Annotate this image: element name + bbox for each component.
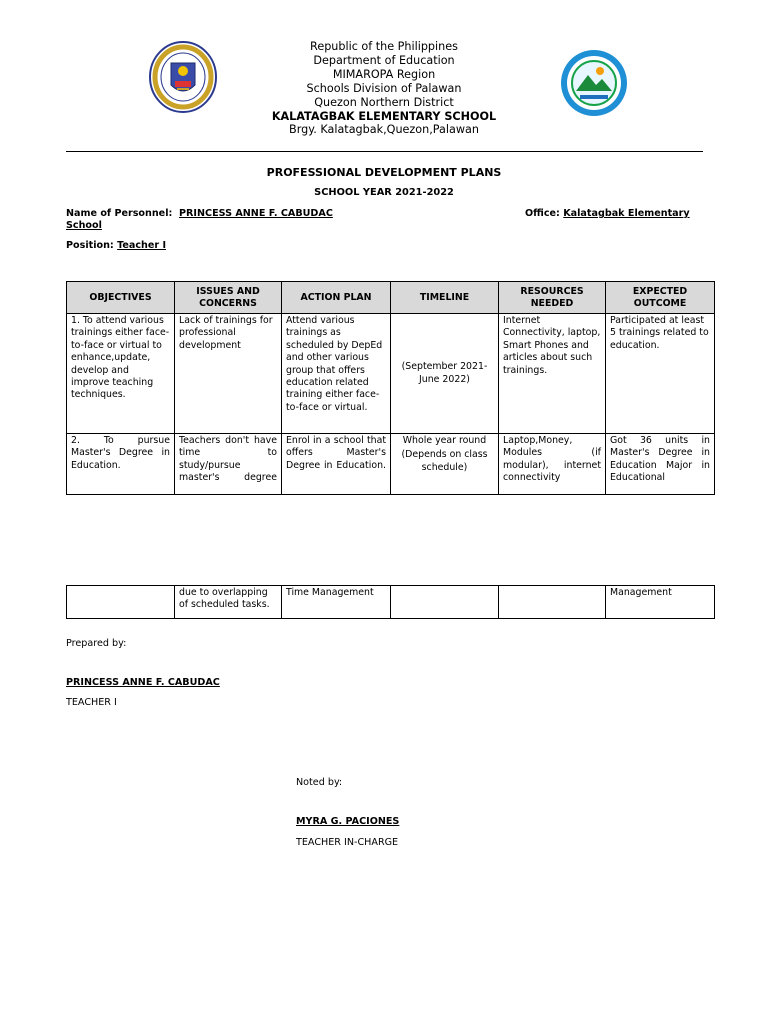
personnel-line [66, 208, 333, 219]
office-value: Kalatagbak Elementary [563, 208, 690, 219]
header-resources: RESOURCES NEEDED [499, 282, 606, 314]
cell-objective: 2. To pursue Master's Degree in Education. [67, 434, 175, 495]
cell-outcome: Participated at least 5 trainings related to education. [606, 314, 715, 434]
position-line [66, 240, 166, 251]
table-header-row [67, 282, 715, 314]
timeline-main: Whole year round [402, 435, 487, 446]
header-line: Republic of the Philippines [310, 40, 458, 53]
header-line: Department of Education [313, 53, 455, 67]
prepared-by-label: Prepared by: [66, 638, 127, 649]
cell-action: Enrol in a school that offers Master's Degree in Education. [282, 434, 391, 495]
letterhead [0, 40, 768, 137]
office-line [525, 208, 690, 219]
school-name: KALATAGBAK ELEMENTARY SCHOOL [271, 109, 497, 123]
cell-action: Time Management [282, 586, 391, 619]
cell-action: Attend various trainings as scheduled by DepEd and other various group that offers education related training either face-to-face or virtual. [282, 314, 391, 434]
cell-issue: due to overlapping of scheduled tasks. [175, 586, 282, 619]
header-action-plan: ACTION PLAN [282, 282, 391, 314]
office-label: Office: [525, 208, 560, 219]
timeline-note: (Depends on class schedule) [401, 449, 488, 473]
noted-by-label: Noted by: [296, 777, 343, 788]
noted-by-role: TEACHER IN-CHARGE [296, 837, 399, 848]
header-issues: ISSUES AND CONCERNS [175, 282, 282, 314]
header-line: Schools Division of Palawan [306, 81, 462, 95]
cell-timeline: (September 2021- June 2022) [391, 314, 499, 434]
cell-issue: Lack of trainings for professional development [175, 314, 282, 434]
cell-outcome: Management [606, 586, 715, 619]
header-objectives: OBJECTIVES [67, 282, 175, 314]
position-value: Teacher I [117, 240, 167, 251]
cell-outcome: Got 36 units in Master's Degree in Education Major in Educational [606, 434, 715, 495]
table-row [67, 314, 715, 434]
school-year: SCHOOL YEAR 2021-2022 [314, 187, 454, 198]
header-divider [66, 151, 703, 152]
header-timeline: TIMELINE [391, 282, 499, 314]
prepared-by-role: TEACHER I [66, 697, 117, 708]
cell-resources: Laptop,Money, Modules (if modular), internet connectivity [499, 434, 606, 495]
noted-by-name: MYRA G. PACIONES [296, 816, 400, 827]
header-line: Quezon Northern District [314, 95, 454, 109]
document-title: PROFESSIONAL DEVELOPMENT PLANS [266, 166, 502, 179]
cell-timeline [391, 586, 499, 619]
cell-issue: Teachers don't have time to study/pursue master's degree [175, 434, 282, 495]
cell-timeline [391, 434, 499, 495]
office-value-continued [66, 220, 102, 231]
development-plan-table [66, 281, 715, 495]
school-address: Brgy. Kalatagbak,Quezon,Palawan [289, 123, 479, 137]
table-row [67, 586, 715, 619]
position-label: Position: [66, 240, 114, 251]
cell-objective [67, 586, 175, 619]
personnel-label: Name of Personnel: [66, 208, 173, 219]
office-value-cont: School [66, 220, 102, 231]
prepared-by-name: PRINCESS ANNE F. CABUDAC [66, 677, 220, 688]
header-line: MIMAROPA Region [332, 67, 436, 81]
table-row [67, 434, 715, 495]
cell-objective: 1. To attend various trainings either face-to-face or virtual to enhance,update, develop and improve teaching techniques. [67, 314, 175, 434]
cell-resources: Internet Connectivity, laptop, Smart Phones and articles about such trainings. [499, 314, 606, 434]
development-plan-table-continued [66, 585, 715, 619]
header-outcome: EXPECTED OUTCOME [606, 282, 715, 314]
personnel-name: PRINCESS ANNE F. CABUDAC [179, 208, 333, 219]
cell-resources [499, 586, 606, 619]
